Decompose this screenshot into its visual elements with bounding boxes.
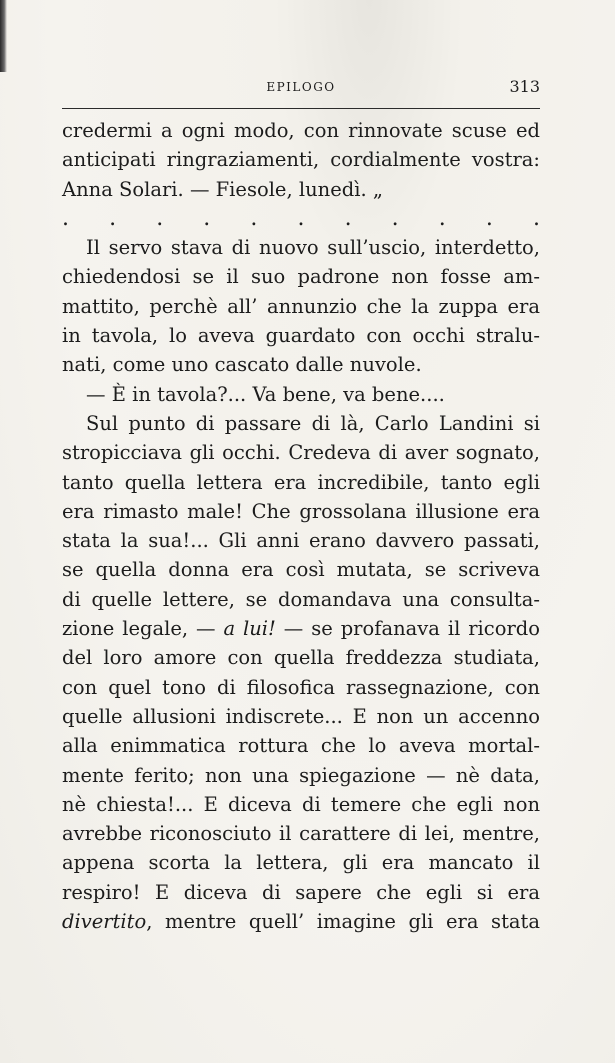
text-line: mente ferito; non una spiegazione — nè data, <box>62 763 540 787</box>
text-segment: — se profanava il ricordo <box>275 617 540 641</box>
separator-dot: . <box>250 205 258 231</box>
text-line: mattito, perchè all’ annunzio che la zuppa era <box>62 294 540 318</box>
text-line: tanto quella lettera era incredibile, tanto egli <box>62 470 540 494</box>
text-line: se quella donna era così mutata, se scriveva <box>62 558 540 582</box>
text-line: stata la sua!... Gli anni erano davvero passati, <box>62 529 540 553</box>
page-header <box>62 74 540 109</box>
text-line <box>62 907 540 936</box>
text-line: del loro amore con quella freddezza studiata, <box>62 646 540 670</box>
text-line: Anna Solari. — Fiesole, lunedì. „ <box>62 177 383 201</box>
text-line: nati, come uno cascato dalle nuvole. <box>62 353 422 377</box>
italic-phrase: divertito <box>62 910 147 934</box>
text-line: chiedendosi se il suo padrone non fosse am- <box>62 265 540 289</box>
separator-dot: . <box>438 205 446 231</box>
page-number: 313 <box>509 77 540 96</box>
separator-dot: . <box>485 205 493 231</box>
text-line: Il servo stava di nuovo sull’uscio, interdetto, <box>86 236 540 260</box>
text-line: — È in tavola?... Va bene, va bene.... <box>86 382 445 406</box>
text-line: credermi a ogni modo, con rinnovate scuse ed <box>62 119 540 142</box>
running-title: EPILOGO <box>266 80 336 94</box>
text-line: stropicciava gli occhi. Credeva di aver sognato, <box>62 441 540 465</box>
separator-dot: . <box>156 205 164 231</box>
text-segment: zione legale, — <box>62 617 224 641</box>
ellipsis-separator <box>62 204 540 233</box>
text-line: appena scorta la lettera, gli era mancato il <box>62 851 540 875</box>
text-line: con quel tono di filosofica rassegnazione, con <box>62 675 540 699</box>
text-line: avrebbe riconosciuto il carattere di lei, mentre, <box>62 822 540 846</box>
text-line: respiro! E diceva di sapere che egli si era <box>62 880 540 904</box>
italic-phrase: a lui! <box>223 617 276 641</box>
text-line: era rimasto male! Che grossolana illusione era <box>62 499 540 523</box>
separator-dot: . <box>344 205 352 231</box>
text-line <box>62 614 540 643</box>
text-line: Sul punto di passare di là, Carlo Landini si <box>86 411 540 435</box>
separator-dot: . <box>62 205 69 231</box>
separator-dot: . <box>109 205 117 231</box>
text-line: nè chiesta!... E diceva di temere che egli non <box>62 792 540 816</box>
text-segment: , mentre quell’ imagine gli era stata <box>146 910 540 934</box>
book-spine-shadow <box>0 0 7 72</box>
separator-dot: . <box>297 205 305 231</box>
separator-dot: . <box>532 205 540 231</box>
body-text <box>62 116 540 936</box>
text-line: quelle allusioni indiscrete... E non un accenno <box>62 704 540 728</box>
text-line: alla enimmatica rottura che lo aveva mortal- <box>62 734 540 758</box>
separator-dot: . <box>391 205 399 231</box>
separator-dot: . <box>203 205 211 231</box>
text-line: anticipati ringraziamenti, cordialmente vostra: <box>62 148 540 172</box>
text-line: di quelle lettere, se domandava una consulta- <box>62 587 540 611</box>
text-line: in tavola, lo aveva guardato con occhi stralu- <box>62 324 540 348</box>
